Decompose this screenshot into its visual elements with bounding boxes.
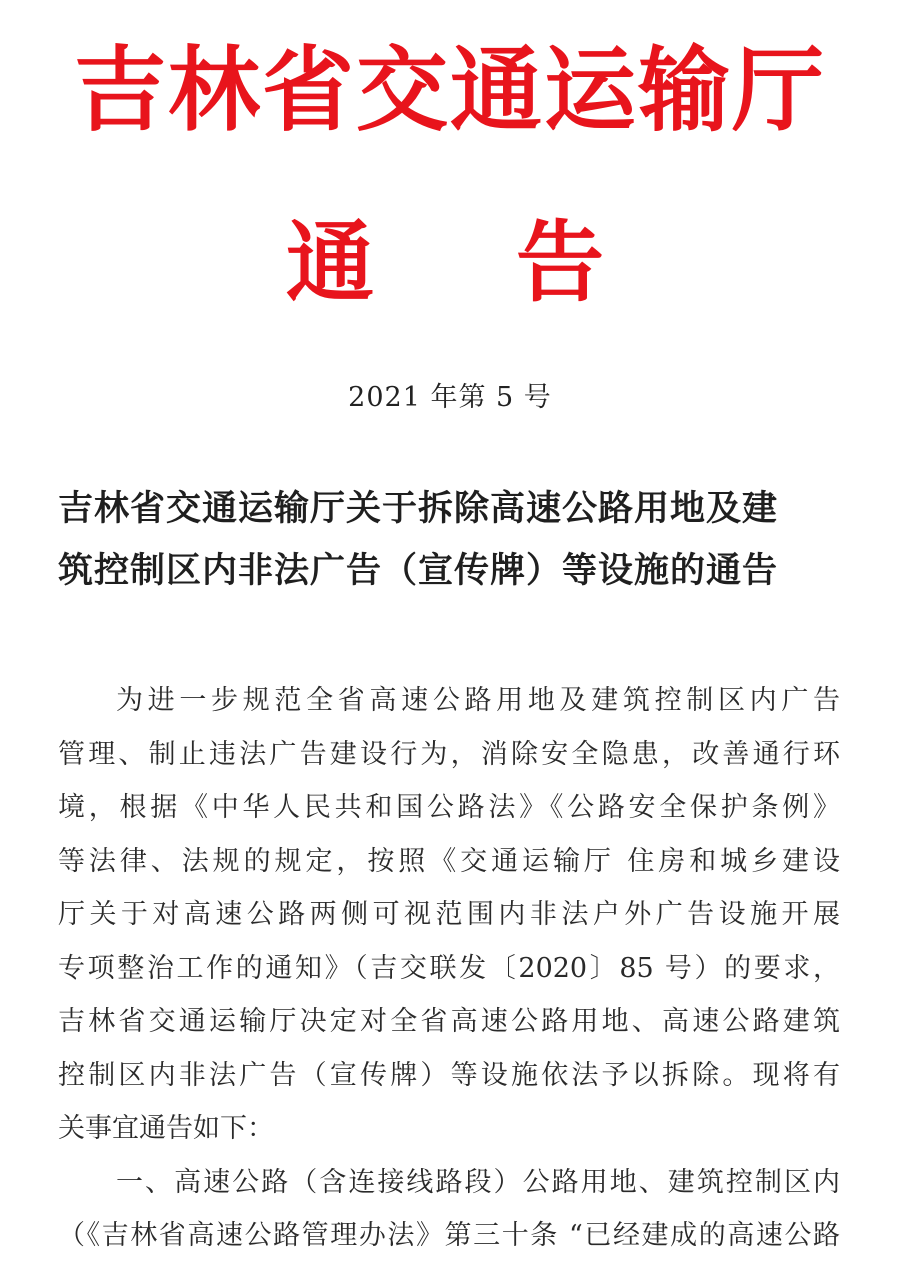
notice-body — [58, 674, 840, 1263]
body-line: 管理、制止违法广告建设行为，消除安全隐患，改善通行环 — [58, 738, 840, 770]
body-line: 关事宜通告如下： — [58, 1113, 274, 1144]
body-line: 厅关于对高速公路两侧可视范围内非法户外广告设施开展 — [58, 899, 840, 930]
document-type — [0, 206, 900, 318]
body-line: 控制区内非法广告（宣传牌）等设施依法予以拆除。现将有 — [58, 1059, 840, 1091]
body-line: 专项整治工作的通知》（吉交联发〔2020〕85 号）的要求， — [58, 952, 840, 984]
notice-title-line: 吉林省交通运输厅关于拆除高速公路用地及建 — [58, 489, 779, 529]
notice-title-line: 筑控制区内非法广告（宣传牌）等设施的通告 — [58, 551, 779, 591]
document-number: 2021 年第 5 号 — [348, 382, 552, 413]
body-line: 吉林省交通运输厅决定对全省高速公路用地、高速公路建筑 — [58, 1006, 840, 1037]
body-line: 为进一步规范全省高速公路用地及建筑控制区内广告 — [116, 685, 840, 716]
issuer-name: 吉林省交通运输厅 — [73, 36, 826, 144]
document-type-char-2: 告 — [516, 210, 605, 314]
notice-title — [58, 478, 848, 602]
document-type-char-1: 通 — [286, 210, 375, 314]
body-line: 等法律、法规的规定，按照《交通运输厅 住房和城乡建设 — [58, 845, 840, 877]
body-line: 境，根据《中华人民共和国公路法》《公路安全保护条例》 — [58, 792, 840, 823]
body-line: 一、高速公路（含连接线路段）公路用地、建筑控制区内 — [116, 1166, 840, 1198]
body-line: （《吉林省高速公路管理办法》第三十条 “已经建成的高速公路 — [58, 1220, 840, 1251]
